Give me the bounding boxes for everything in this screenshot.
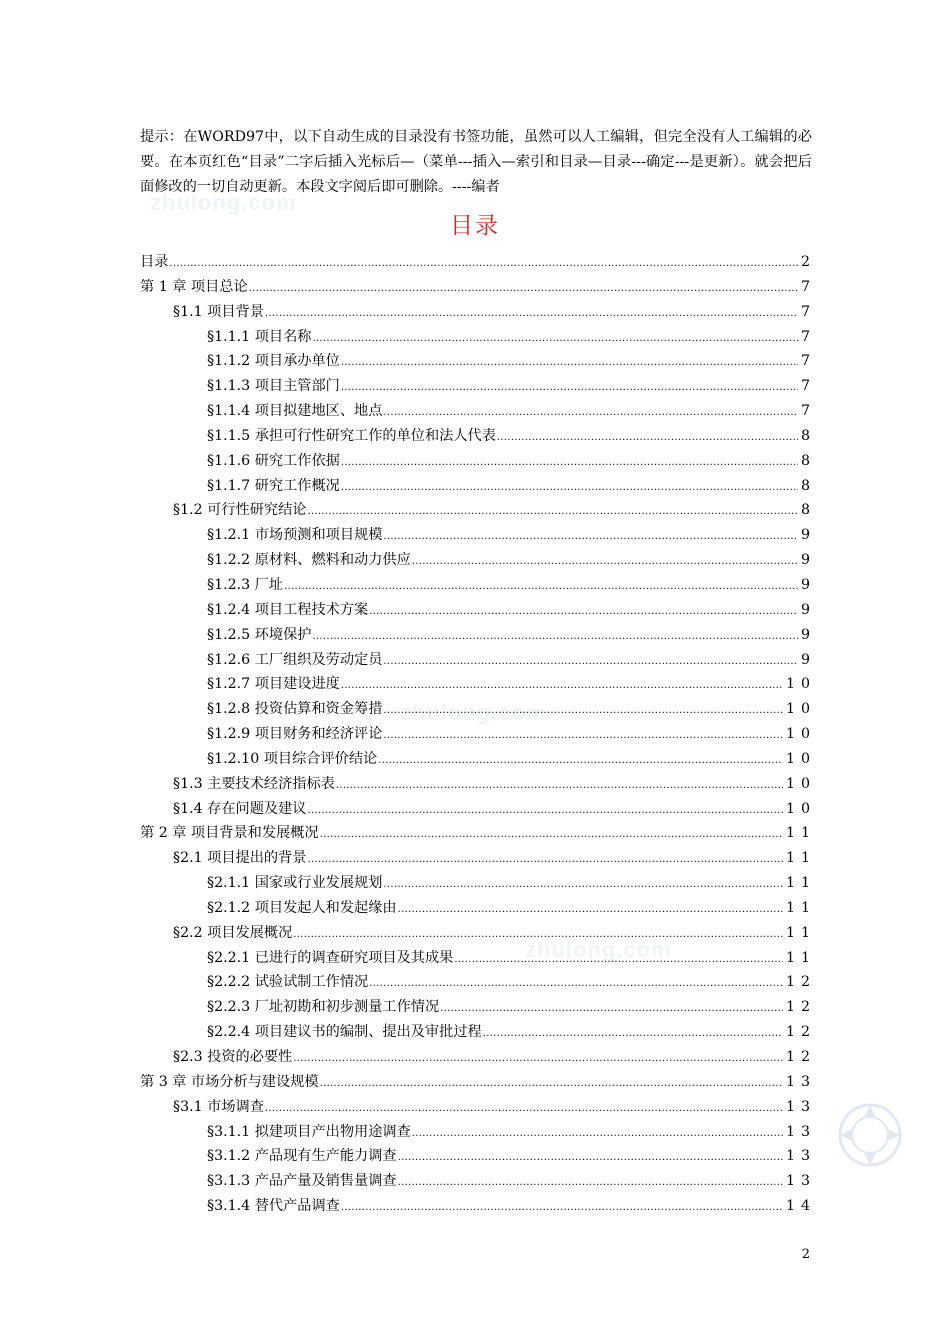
toc-entry[interactable]: [140, 1045, 816, 1070]
toc-entry[interactable]: [140, 573, 816, 598]
toc-entry-page: 14: [785, 1198, 816, 1215]
toc-entry[interactable]: [140, 424, 816, 449]
toc-entry-page: 2: [800, 254, 816, 270]
toc-entry-label: §1.2.7 项目建设进度: [207, 676, 340, 693]
toc-dot-leader: [169, 250, 798, 275]
toc-dot-leader: [383, 648, 798, 673]
toc-entry-label: §2.2.4 项目建议书的编制、提出及审批过程: [207, 1024, 482, 1041]
toc-entry-label: §1.2.6 工厂组织及劳动定员: [207, 651, 383, 668]
toc-entry[interactable]: [140, 1144, 816, 1169]
editor-note: 提示：在WORD97中，以下自动生成的目录没有书签功能，虽然可以人工编辑，但完全没有人工编辑的必要。在本页红色“目录”二字后插入光标后—（菜单---插入—索引和目录—目录---确定---是更新）。就会把后面修改的一切自动更新。本段文字阅后即可删除。----编者: [140, 129, 812, 195]
toc-entry-label: §1.1.1 项目名称: [207, 328, 312, 345]
toc-entry-label: §1.4 存在问题及建议: [173, 800, 307, 817]
toc-entry[interactable]: [140, 747, 816, 772]
toc-entry[interactable]: [140, 797, 816, 822]
toc-dot-leader: [341, 349, 798, 374]
toc-entry-page: 10: [785, 750, 816, 767]
toc-dot-leader: [412, 548, 798, 573]
toc-entry-page: 9: [800, 601, 816, 618]
toc-dot-leader: [497, 424, 798, 449]
toc-entry-label: §1.1.7 研究工作概况: [207, 477, 340, 494]
toc-entry-label: §2.1.2 项目发起人和发起缘由: [207, 899, 397, 916]
toc-entry[interactable]: [140, 374, 816, 399]
toc-entry[interactable]: [140, 523, 816, 548]
toc-entry-label: §2.2.3 厂址初勘和初步测量工作情况: [207, 999, 440, 1016]
toc-dot-leader: [341, 449, 798, 474]
toc-entry-label: §3.1 市场调查: [173, 1098, 264, 1115]
toc-dot-leader: [312, 325, 798, 350]
toc-entry[interactable]: [140, 349, 816, 374]
toc-entry-page: 7: [800, 378, 816, 395]
toc-entry-label: §1.2.9 项目财务和经济评论: [207, 726, 383, 743]
toc-entry[interactable]: [140, 1169, 816, 1194]
seal-stamp-icon: [830, 1095, 910, 1175]
toc-entry[interactable]: [140, 970, 816, 995]
toc-entry-page: 13: [785, 1123, 816, 1140]
toc-entry[interactable]: [140, 275, 816, 300]
toc-dot-leader: [307, 498, 797, 523]
toc-entry-page: 7: [800, 303, 816, 320]
toc-dot-leader: [336, 772, 783, 797]
toc-dot-leader: [378, 747, 783, 772]
toc-entry-label: 第 1 章 项目总论: [140, 278, 248, 295]
toc-entry[interactable]: [140, 623, 816, 648]
toc-entry[interactable]: [140, 648, 816, 673]
toc-dot-leader: [312, 623, 798, 648]
toc-entry-label: 第 2 章 项目背景和发展概况: [140, 825, 319, 842]
toc-entry-label: §2.3 投资的必要性: [173, 1049, 293, 1065]
toc-entry-page: 10: [785, 775, 816, 792]
toc-dot-leader: [307, 846, 782, 871]
toc-entry-page: 9: [800, 576, 816, 593]
toc-entry-label: §1.2.4 项目工程技术方案: [207, 601, 369, 618]
page-number: 2: [801, 1247, 810, 1262]
toc-entry[interactable]: [140, 1120, 816, 1145]
toc-entry-label: §1.2 可行性研究结论: [173, 502, 307, 519]
toc-dot-leader: [293, 921, 783, 946]
toc-entry[interactable]: [140, 697, 816, 722]
toc-dot-leader: [265, 300, 798, 325]
toc-dot-leader: [341, 374, 798, 399]
toc-entry-label: §2.2.2 试验试制工作情况: [207, 974, 369, 991]
toc-entry-page: 7: [800, 353, 816, 370]
toc-entry-label: §2.1.1 国家或行业发展规划: [207, 875, 383, 892]
toc-entry-page: 11: [785, 850, 816, 867]
toc-entry[interactable]: [140, 1194, 816, 1219]
toc-entry-label: §2.1 项目提出的背景: [173, 850, 307, 867]
toc-dot-leader: [383, 871, 783, 896]
toc-dot-leader: [341, 672, 783, 697]
toc-dot-leader: [341, 1194, 783, 1219]
toc-dot-leader: [412, 1120, 783, 1145]
toc-title: 目录: [450, 213, 500, 239]
toc-entry-page: 11: [785, 924, 816, 941]
toc-entry[interactable]: [140, 846, 816, 871]
toc-entry[interactable]: [140, 896, 816, 921]
toc-entry-label: §3.1.4 替代产品调查: [207, 1198, 340, 1215]
toc-entry[interactable]: [140, 921, 816, 946]
watermark: zhulong.com: [400, 700, 547, 725]
toc-dot-leader: [284, 573, 798, 598]
toc-entry[interactable]: [140, 1070, 816, 1095]
toc-entry-label: §1.2.3 厂址: [207, 576, 284, 593]
toc-entry-page: 10: [785, 726, 816, 743]
toc-entry-page: 11: [785, 825, 816, 842]
toc-dot-leader: [483, 1020, 783, 1045]
toc-entry[interactable]: [140, 399, 816, 424]
toc-entry[interactable]: [140, 722, 816, 747]
toc-entry-page: 10: [785, 800, 816, 817]
toc-entry[interactable]: [140, 672, 816, 697]
toc-entry-page: 12: [785, 974, 816, 991]
toc-entry-page: 7: [800, 403, 816, 420]
toc-entry-label: §2.2.1 已进行的调查研究项目及其成果: [207, 949, 454, 966]
toc-entry-label: §1.3 主要技术经济指标表: [173, 775, 335, 792]
toc-entry[interactable]: [140, 300, 816, 325]
toc-entry-page: 10: [785, 676, 816, 693]
toc-entry-label: §1.2.5 环境保护: [207, 626, 312, 643]
toc-entry-page: 10: [785, 701, 816, 718]
toc-entry-label: §1.2.2 原材料、燃料和动力供应: [207, 552, 411, 569]
table-of-contents: [140, 250, 816, 1219]
toc-entry[interactable]: [140, 598, 816, 623]
toc-dot-leader: [341, 474, 798, 499]
toc-entry-page: 9: [800, 626, 816, 643]
toc-entry[interactable]: [140, 1020, 816, 1045]
toc-dot-leader: [369, 598, 798, 623]
toc-entry-page: 11: [785, 875, 816, 892]
toc-dot-leader: [383, 399, 798, 424]
toc-entry[interactable]: [140, 548, 816, 573]
toc-entry-label: §1.1.4 项目拟建地区、地点: [207, 403, 383, 420]
toc-entry-page: 8: [800, 427, 816, 444]
toc-dot-leader: [265, 1095, 783, 1120]
toc-entry-page: 11: [785, 949, 816, 966]
toc-dot-leader: [454, 946, 783, 971]
toc-entry-page: 8: [800, 502, 816, 519]
toc-dot-leader: [383, 697, 783, 722]
toc-entry-label: §1.2.10 项目综合评价结论: [207, 750, 378, 767]
toc-entry-page: 12: [785, 1049, 816, 1065]
toc-entry-label: §3.1.2 产品现有生产能力调查: [207, 1148, 397, 1165]
toc-entry-label: §3.1.1 拟建项目产出物用途调查: [207, 1123, 411, 1140]
toc-entry[interactable]: [140, 498, 816, 523]
toc-entry-label: §1.1.6 研究工作依据: [207, 452, 340, 469]
toc-dot-leader: [249, 275, 798, 300]
toc-entry[interactable]: [140, 871, 816, 896]
toc-entry[interactable]: [140, 449, 816, 474]
toc-entry-page: 11: [785, 899, 816, 916]
toc-entry[interactable]: [140, 1095, 816, 1120]
toc-entry-label: §1.1 项目背景: [173, 303, 264, 320]
toc-entry-label: §1.2.8 投资估算和资金筹措: [207, 701, 383, 718]
watermark: zhulong.com: [525, 937, 672, 962]
toc-entry-label: §1.1.5 承担可行性研究工作的单位和法人代表: [207, 427, 496, 444]
toc-dot-leader: [383, 722, 783, 747]
watermark: zhulong.com: [150, 190, 297, 215]
toc-dot-leader: [369, 970, 783, 995]
toc-entry-label: §3.1.3 产品产量及销售量调查: [207, 1173, 397, 1190]
toc-entry-page: 13: [785, 1148, 816, 1165]
toc-entry-page: 9: [800, 651, 816, 668]
toc-entry-page: 8: [800, 477, 816, 494]
toc-entry-page: 9: [800, 527, 816, 544]
toc-entry-page: 13: [785, 1098, 816, 1115]
toc-entry-page: 7: [800, 328, 816, 345]
toc-entry-label: 第 3 章 市场分析与建设规模: [140, 1073, 319, 1090]
toc-entry[interactable]: [140, 772, 816, 797]
toc-dot-leader: [307, 797, 782, 822]
toc-entry[interactable]: [140, 474, 816, 499]
toc-entry-page: 12: [785, 999, 816, 1016]
toc-entry-label: §1.2.1 市场预测和项目规模: [207, 527, 383, 544]
toc-dot-leader: [383, 523, 798, 548]
toc-entry-page: 13: [785, 1073, 816, 1090]
toc-entry[interactable]: [140, 946, 816, 971]
toc-entry-label: §1.1.3 项目主管部门: [207, 378, 340, 395]
toc-dot-leader: [440, 995, 783, 1020]
toc-dot-leader: [320, 1070, 783, 1095]
toc-entry[interactable]: [140, 821, 816, 846]
toc-dot-leader: [398, 1169, 783, 1194]
toc-entry-page: 12: [785, 1024, 816, 1041]
toc-entry-label: §1.1.2 项目承办单位: [207, 353, 340, 370]
toc-entry[interactable]: [140, 325, 816, 350]
toc-entry-page: 13: [785, 1173, 816, 1190]
toc-dot-leader: [398, 896, 783, 921]
toc-entry-page: 8: [800, 452, 816, 469]
toc-dot-leader: [293, 1045, 783, 1070]
toc-entry[interactable]: [140, 250, 816, 275]
toc-entry-label: 目录: [140, 254, 169, 270]
toc-entry-label: §2.2 项目发展概况: [173, 924, 293, 941]
toc-entry[interactable]: [140, 995, 816, 1020]
toc-dot-leader: [320, 821, 783, 846]
toc-entry-page: 7: [800, 278, 816, 295]
toc-entry-page: 9: [800, 552, 816, 569]
toc-dot-leader: [398, 1144, 783, 1169]
